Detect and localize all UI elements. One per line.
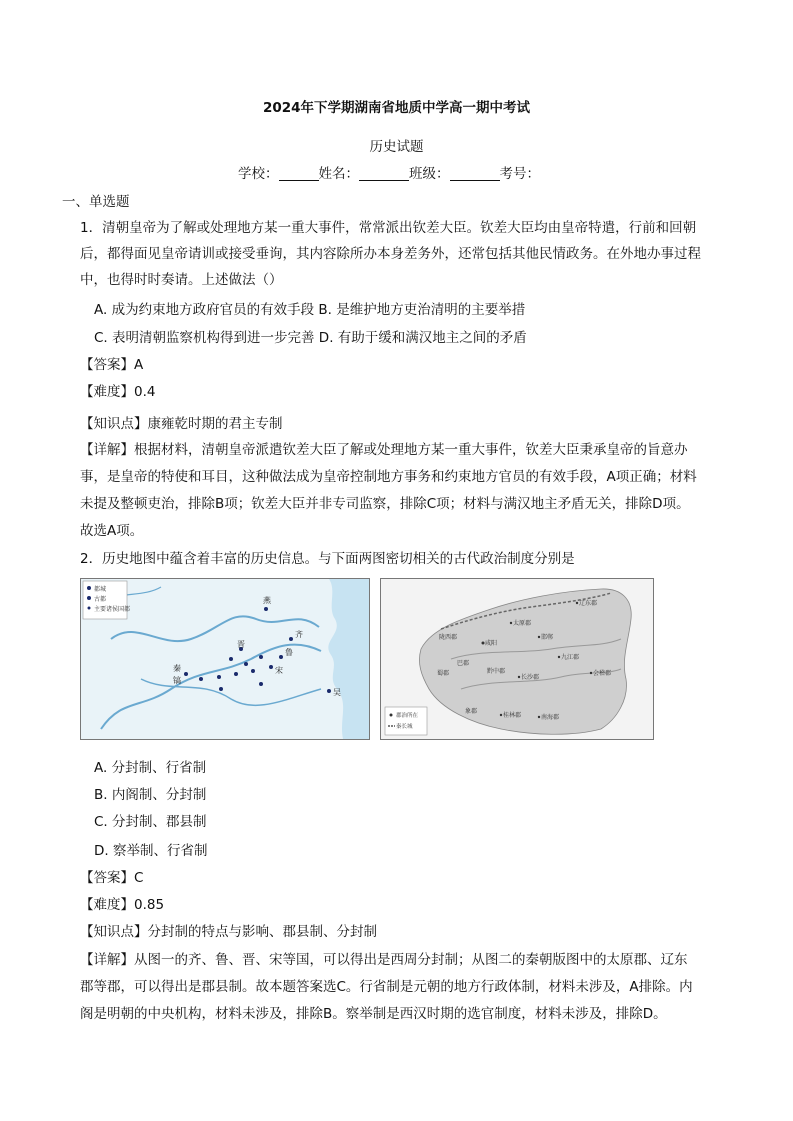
exam-title: 2024年下学期湖南省地质中学高一期中考试 <box>262 100 531 116</box>
map1-label-lu: 鲁 <box>285 648 293 657</box>
map2-label-qianzhong: 黔中郡 <box>487 668 506 675</box>
subject-title: 历史试题 <box>369 139 424 155</box>
map2-label-handan: 邯郸 <box>541 634 554 641</box>
map2-label-jiujiang: 九江郡 <box>561 654 580 661</box>
map1-label-jin: 晋 <box>237 640 245 649</box>
class-blank[interactable] <box>450 165 500 181</box>
q2-difficulty: 【难度】0.85 <box>80 897 165 913</box>
map-qin-commanderies <box>380 578 654 740</box>
map2-label-xiang: 象郡 <box>465 708 478 715</box>
map2-label-kuaiji: 会稽郡 <box>593 670 612 677</box>
q2-option-b: B. 内阁制、分封制 <box>94 787 207 803</box>
info-fields <box>238 164 540 184</box>
map1-label-yan: 燕 <box>263 596 271 605</box>
map2-legend-wall: 秦长城 <box>396 724 413 730</box>
map2-label-ba: 巴郡 <box>457 660 470 667</box>
q2-option-c: C. 分封制、郡县制 <box>94 814 207 830</box>
map-western-zhou-drawing <box>81 579 369 739</box>
q1-detail-3: 未提及整顿吏治，排除B项；钦差大臣并非专司监察，排除C项；材料与满汉地主矛盾无关，排除D项。 <box>80 496 690 512</box>
number-label: 考号： <box>499 166 540 182</box>
map2-label-liaodong: 辽东郡 <box>579 600 598 607</box>
map2-legend-seat: 郡治所在 <box>396 713 419 719</box>
q2-option-a: A. 分封制、行省制 <box>94 760 207 776</box>
map-western-zhou <box>80 578 370 740</box>
q2-detail-3: 阁是明朝的中央机构，材料未涉及，排除B。察举制是西汉时期的选官制度，材料未涉及，排除D。 <box>80 1006 667 1022</box>
map2-label-longxi: 陇西郡 <box>439 634 458 641</box>
map1-legend-capital: 都城 <box>94 586 107 593</box>
map2-label-changsha: 长沙郡 <box>521 674 540 681</box>
q2-option-d: D. 察举制、行省制 <box>94 843 208 859</box>
q1-options-ab: A. 成为约束地方政府官员的有效手段 B. 是维护地方吏治清明的主要举措 <box>94 302 526 318</box>
map1-label-qi: 齐 <box>295 630 303 639</box>
q1-options-cd: C. 表明清朝监察机构得到进一步完善 D. 有助于缓和满汉地主之间的矛盾 <box>94 330 527 346</box>
q1-stem-2: 后，都得面见皇帝请训或接受垂询，其内容除所办本身差务外，还常包括其他民情政务。在外地办事过程 <box>80 246 701 262</box>
q2-knowledge: 【知识点】分封制的特点与影响、郡县制、分封制 <box>80 924 377 940</box>
q2-stem: 2．历史地图中蕴含着丰富的历史信息。与下面两图密切相关的古代政治制度分别是 <box>80 551 575 567</box>
map1-legend-vassal: 主要诸侯国都 <box>94 606 131 613</box>
name-blank[interactable] <box>359 165 409 181</box>
q1-answer: 【答案】A <box>80 357 144 373</box>
class-label: 班级： <box>409 166 450 182</box>
map2-label-guilin: 桂林郡 <box>503 712 522 719</box>
q2-detail-2: 郡等郡，可以得出是郡县制。故本题答案选C。行省制是元朝的地方行政体制，材料未涉及，A排除。内 <box>80 979 693 995</box>
q1-stem-1: 1．清朝皇帝为了解或处理地方某一重大事件，常常派出钦差大臣。钦差大臣均由皇帝特遣，行前和回朝 <box>80 220 697 236</box>
map2-label-nanhai: 南海郡 <box>541 714 560 721</box>
name-label: 姓名： <box>318 166 359 182</box>
map1-label-song: 宋 <box>275 666 283 675</box>
q1-detail-2: 事，是皇帝的特使和耳目，这种做法成为皇帝控制地方事务和约束地方官员的有效手段，A项正确；材料 <box>80 469 697 485</box>
map-qin-commanderies-drawing <box>381 579 653 739</box>
q1-stem-3: 中，也得时时奏请。上述做法（） <box>80 272 283 288</box>
q1-detail-1: 【详解】根据材料，清朝皇帝派遣钦差大臣了解或处理地方某一重大事件，钦差大臣秉承皇帝的旨意办 <box>80 442 688 458</box>
map2-label-shu: 蜀郡 <box>437 670 450 677</box>
q1-detail-4: 故选A项。 <box>80 523 144 539</box>
map1-label-hao: 镐 <box>173 676 181 685</box>
section-heading: 一、单选题 <box>62 194 130 210</box>
map1-legend-old-capital: 古都 <box>94 596 107 603</box>
q1-knowledge: 【知识点】康雍乾时期的君主专制 <box>80 416 283 432</box>
q2-answer: 【答案】C <box>80 870 144 886</box>
map2-label-xianyang: 咸阳 <box>485 640 498 647</box>
school-blank[interactable] <box>279 165 319 181</box>
map2-label-taiyuan: 太原郡 <box>513 620 532 627</box>
map1-label-wu: 吴 <box>333 688 341 697</box>
school-label: 学校： <box>238 166 279 182</box>
map1-label-qin: 秦 <box>173 664 181 673</box>
q2-detail-1: 【详解】从图一的齐、鲁、晋、宋等国，可以得出是西周分封制；从图二的秦朝版图中的太原郡、辽东 <box>80 952 688 968</box>
q1-difficulty: 【难度】0.4 <box>80 384 156 400</box>
